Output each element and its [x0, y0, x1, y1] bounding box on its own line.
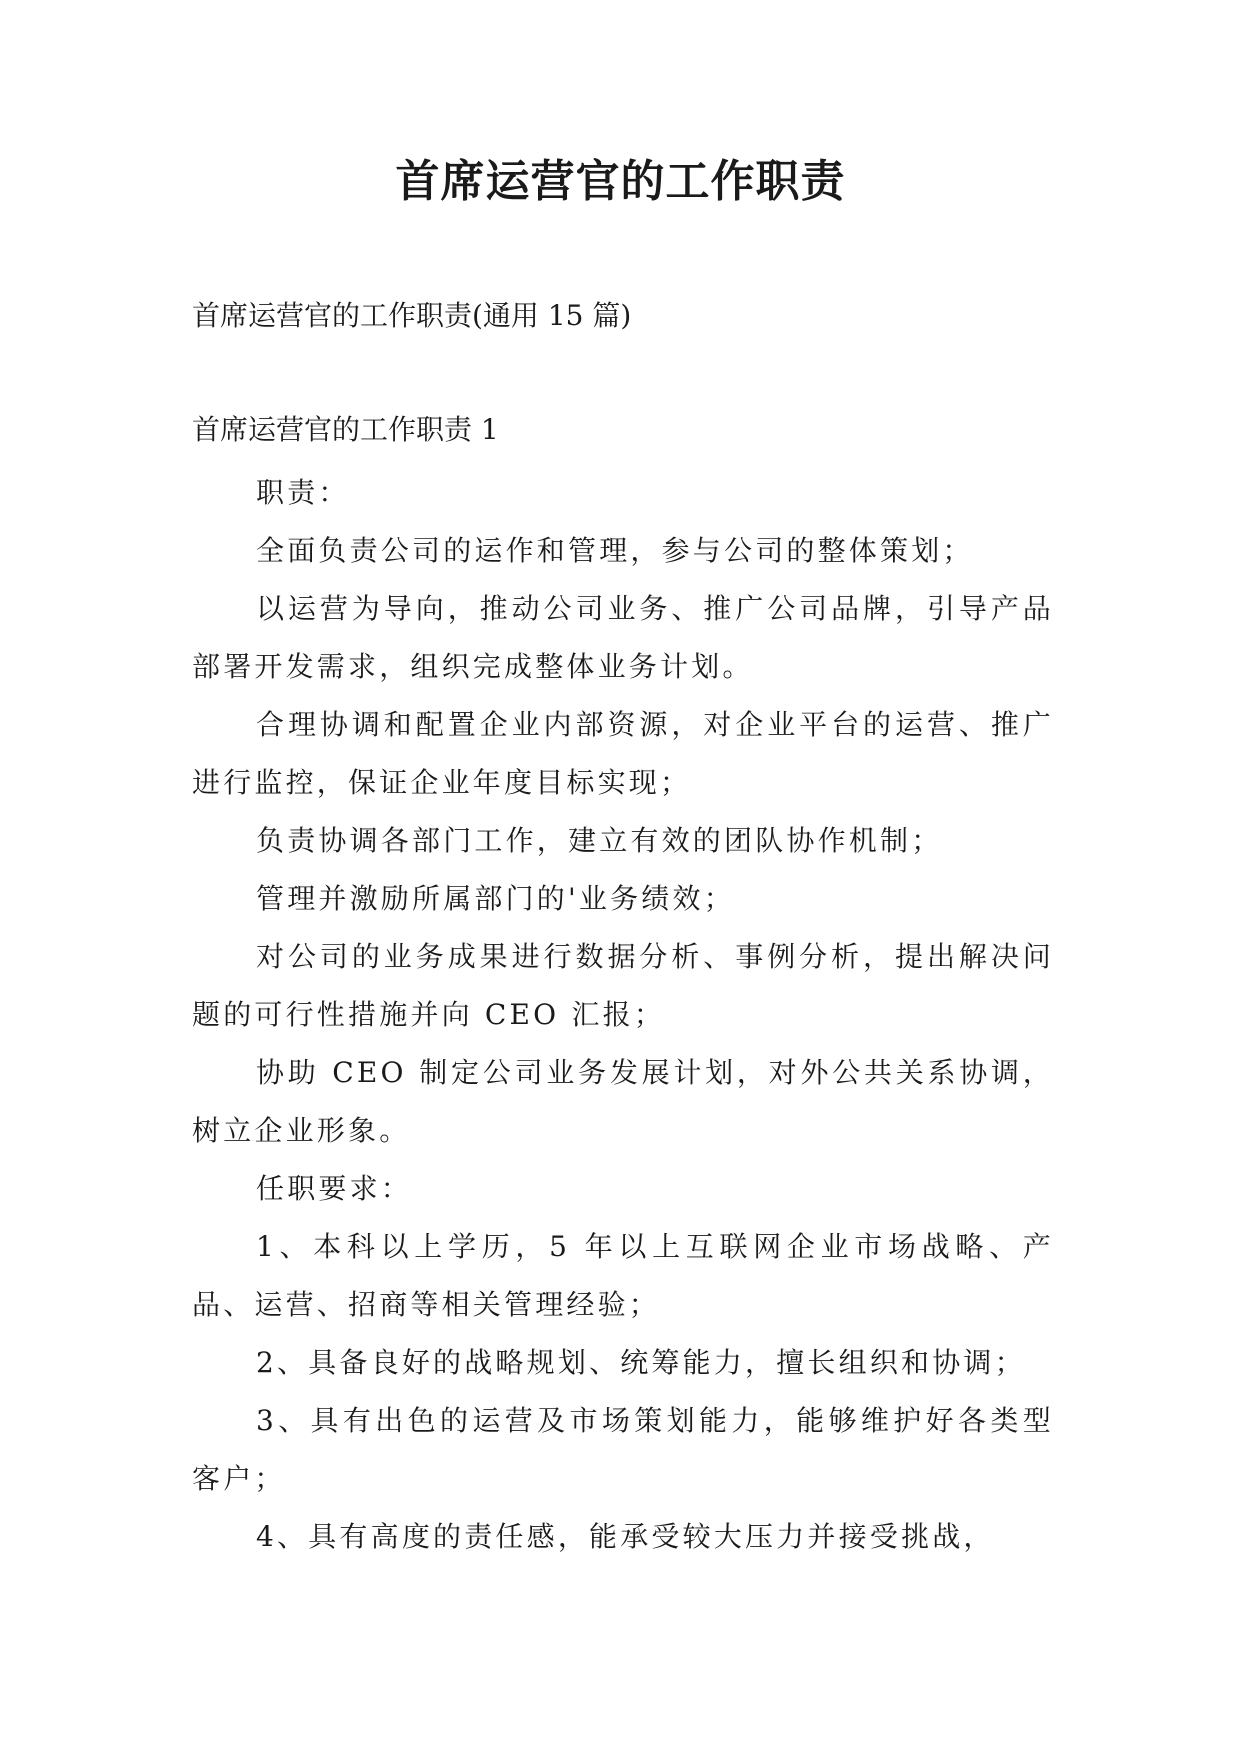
document-title: 首席运营官的工作职责	[395, 156, 846, 207]
paragraph: 2、具备良好的战略规划、统筹能力，擅长组织和协调；	[256, 1346, 1026, 1379]
paragraph: 4、具有高度的责任感，能承受较大压力并接受挑战，	[256, 1520, 995, 1553]
paragraph: 3、具有出色的运营及市场策划能力，能够维护好各类型客户；	[192, 1404, 1054, 1495]
paragraph: 合理协调和配置企业内部资源，对企业平台的运营、推广进行监控，保证企业年度目标实现；	[192, 708, 1054, 799]
paragraph: 以运营为导向，推动公司业务、推广公司品牌，引导产品部署开发需求，组织完成整体业务计划。	[192, 592, 1054, 683]
document-subtitle: 首席运营官的工作职责(通用 15 篇)	[192, 299, 632, 332]
paragraph: 对公司的业务成果进行数据分析、事例分析，提出解决问题的可行性措施并向 CEO 汇报；	[192, 940, 1054, 1031]
section-heading: 首席运营官的工作职责 1	[192, 413, 499, 446]
paragraph: 1、本科以上学历，5 年以上互联网企业市场战略、产品、运营、招商等相关管理经验；	[192, 1230, 1054, 1321]
paragraph: 负责协调各部门工作，建立有效的团队协作机制；	[256, 824, 943, 857]
paragraph: 任职要求：	[256, 1172, 413, 1205]
paragraph: 职责：	[256, 476, 350, 509]
paragraph: 全面负责公司的运作和管理，参与公司的整体策划；	[256, 534, 974, 567]
paragraph: 管理并激励所属部门的'业务绩效；	[256, 882, 735, 915]
document-body	[192, 464, 1054, 1566]
paragraph: 协助 CEO 制定公司业务发展计划，对外公共关系协调，树立企业形象。	[192, 1056, 1054, 1147]
